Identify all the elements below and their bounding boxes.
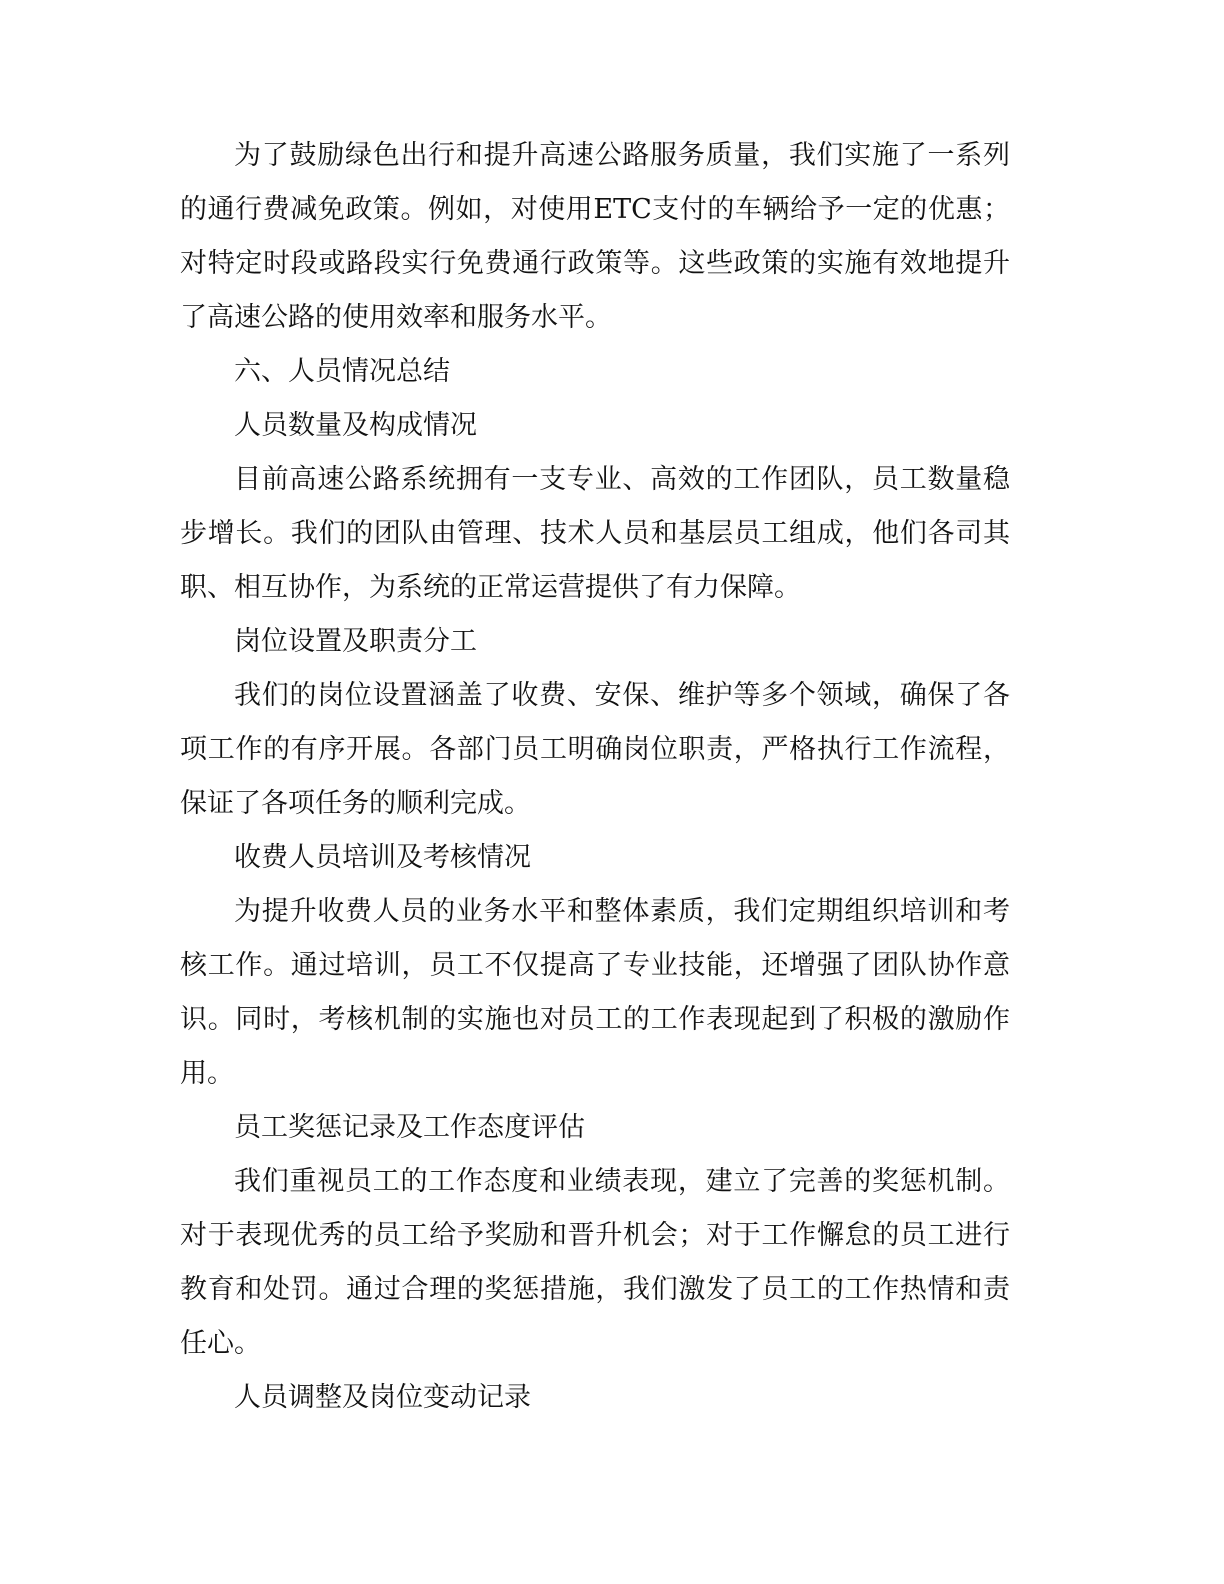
- document-page: [180, 129, 1010, 1425]
- subheading-positions: 岗位设置及职责分工: [234, 626, 477, 657]
- section-heading-personnel-summary: 六、人员情况总结: [234, 356, 450, 387]
- subheading-training: 收费人员培训及考核情况: [234, 842, 531, 873]
- paragraph-positions: 我们的岗位设置涵盖了收费、安保、维护等多个领域，确保了各项工作的有序开展。各部门员工明确岗位职责，严格执行工作流程，保证了各项任务的顺利完成。: [180, 680, 1010, 819]
- subheading-rewards: 员工奖惩记录及工作态度评估: [234, 1112, 585, 1143]
- paragraph-rewards: 我们重视员工的工作态度和业绩表现，建立了完善的奖惩机制。对于表现优秀的员工给予奖励和晋升机会；对于工作懈怠的员工进行教育和处罚。通过合理的奖惩措施，我们激发了员工的工作热情和责任心。: [180, 1166, 1010, 1359]
- subheading-adjustments: 人员调整及岗位变动记录: [234, 1382, 531, 1413]
- paragraph-toll-reduction: 为了鼓励绿色出行和提升高速公路服务质量，我们实施了一系列的通行费减免政策。例如，对使用ETC支付的车辆给予一定的优惠；对特定时段或路段实行免费通行政策等。这些政策的实施有效地提升了高速公路的使用效率和服务水平。: [180, 140, 1010, 333]
- paragraph-training: 为提升收费人员的业务水平和整体素质，我们定期组织培训和考核工作。通过培训，员工不仅提高了专业技能，还增强了团队协作意识。同时，考核机制的实施也对员工的工作表现起到了积极的激励作用。: [180, 896, 1010, 1089]
- paragraph-staff-count: 目前高速公路系统拥有一支专业、高效的工作团队，员工数量稳步增长。我们的团队由管理、技术人员和基层员工组成，他们各司其职、相互协作，为系统的正常运营提供了有力保障。: [180, 464, 1010, 603]
- subheading-staff-count: 人员数量及构成情况: [234, 410, 477, 441]
